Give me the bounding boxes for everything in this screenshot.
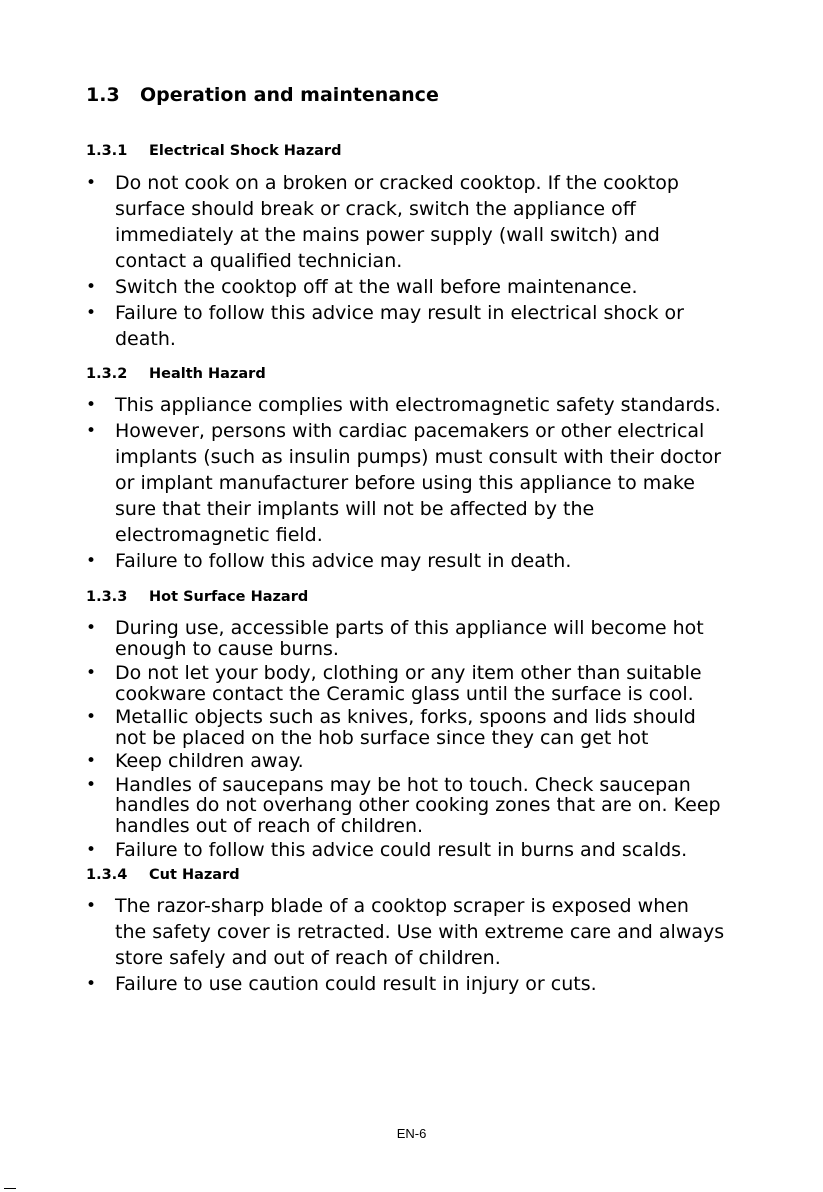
subsection-heading	[86, 587, 786, 607]
list-item: • The razor-sharp blade of a cooktop scraper is exposed when the safety cover is retracted. Use with extreme care and always store safely and out of reach of children.	[86, 893, 786, 971]
subsection-number: 1.3.2	[86, 366, 128, 382]
list-item: • Failure to follow this advice may result in electrical shock or death.	[86, 300, 786, 352]
subsection-heading	[86, 141, 786, 161]
subsection-number: 1.3.3	[86, 589, 128, 605]
list-item: • During use, accessible parts of this appliance will become hot enough to cause burns.	[86, 618, 786, 659]
subsection-title: Electrical Shock Hazard	[149, 143, 342, 159]
list-item: • Keep children away.	[86, 751, 786, 772]
subsection-cut-hazard	[86, 865, 786, 997]
subsection-number: 1.3.1	[86, 143, 128, 159]
list-item: • Switch the cooktop off at the wall before maintenance.	[86, 274, 786, 300]
subsection-title: Cut Hazard	[149, 867, 240, 883]
list-item: • Failure to use caution could result in injury or cuts.	[86, 971, 786, 997]
list-item: • Failure to follow this advice may result in death.	[86, 548, 786, 574]
subsection-health-hazard	[86, 364, 786, 574]
subsection-title: Health Hazard	[149, 366, 266, 382]
bullet-list	[86, 618, 786, 861]
section-heading	[86, 82, 439, 108]
bullet-list	[86, 893, 786, 997]
subsection-heading	[86, 865, 786, 885]
subsection-heading	[86, 364, 786, 384]
section-number: 1.3	[86, 84, 120, 106]
section-title: Operation and maintenance	[140, 84, 439, 106]
list-item: • Do not let your body, clothing or any item other than suitable cookware contact the Ceramic glass until the surface is cool.	[86, 663, 786, 704]
list-item: • However, persons with cardiac pacemakers or other electrical implants (such as insulin pumps) must consult with their doctor or implant manufacturer before using this appliance to make sure that their implants will not be affected by the electromagnetic field.	[86, 418, 786, 548]
page-number: EN-6	[396, 1126, 427, 1141]
list-item: • This appliance complies with electromagnetic safety standards.	[86, 392, 786, 418]
list-item: • Do not cook on a broken or cracked cooktop. If the cooktop surface should break or crack, switch the appliance off immediately at the mains power supply (wall switch) and contact a qualified technician.	[86, 170, 786, 274]
list-item: • Handles of saucepans may be hot to touch. Check saucepan handles do not overhang other cooking zones that are on. Keep handles out of reach of children.	[86, 775, 786, 837]
subsection-hot-surface-hazard	[86, 587, 786, 861]
list-item: • Metallic objects such as knives, forks, spoons and lids should not be placed on the hob surface since they can get hot	[86, 707, 786, 748]
list-item: • Failure to follow this advice could result in burns and scalds.	[86, 840, 786, 861]
subsection-electrical-shock-hazard	[86, 141, 786, 352]
corner-mark	[4, 1188, 16, 1189]
bullet-list	[86, 392, 786, 574]
subsection-title: Hot Surface Hazard	[149, 589, 309, 605]
bullet-list	[86, 170, 786, 352]
subsection-number: 1.3.4	[86, 867, 128, 883]
